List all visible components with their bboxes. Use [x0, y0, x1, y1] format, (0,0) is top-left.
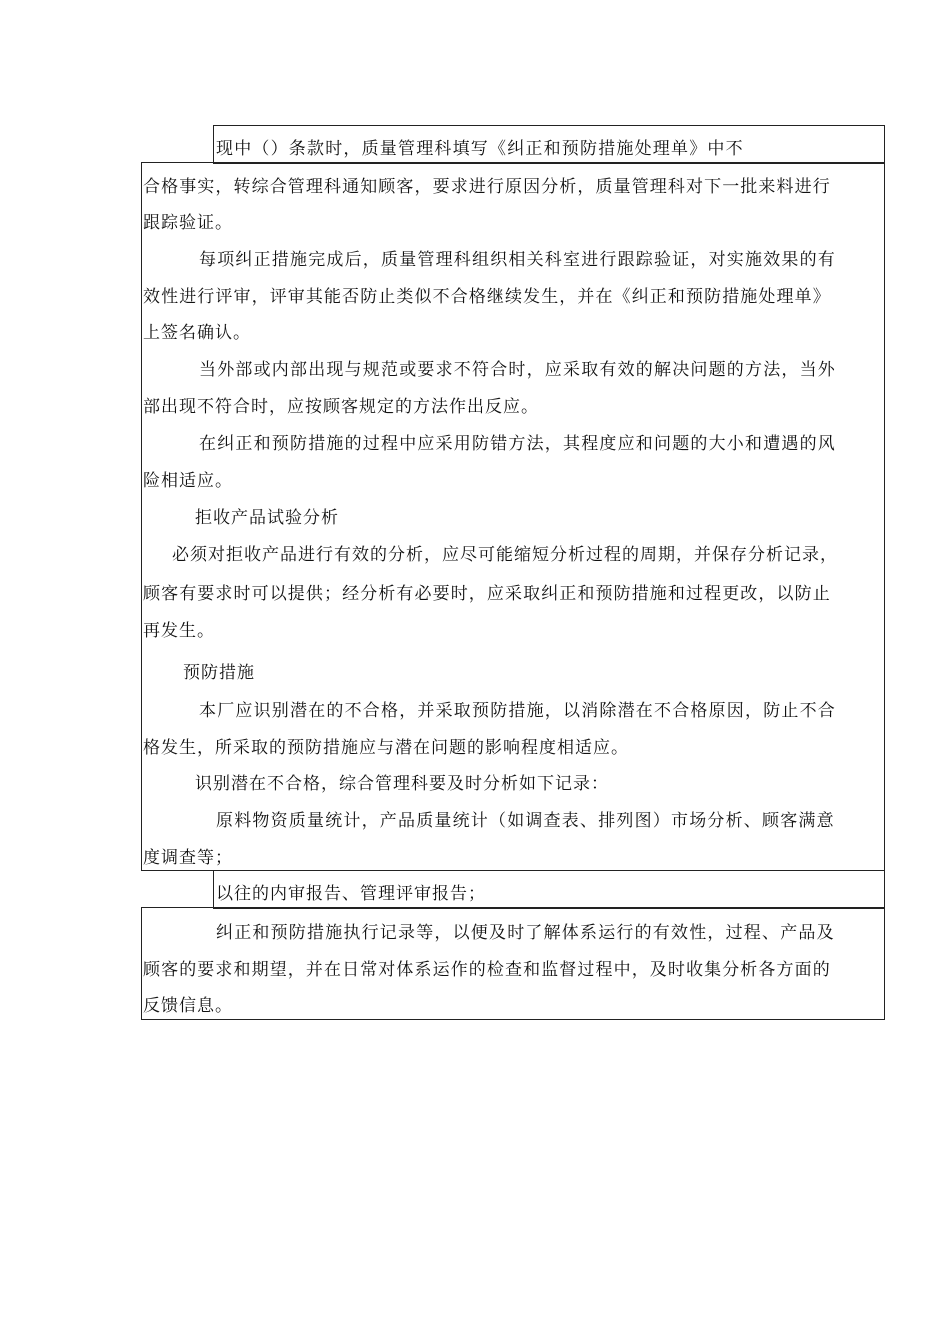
- text-line: 必须对拒收产品进行有效的分析，应尽可能缩短分析过程的周期，并保存分析记录，: [172, 545, 838, 565]
- text-line: 再发生。: [143, 621, 215, 641]
- text-line: 原料物资质量统计，产品质量统计（如调查表、排列图）市场分析、顾客满意: [216, 811, 835, 831]
- text-line: 以往的内审报告、管理评审报告；: [216, 884, 486, 904]
- text-line: 现中（）条款时，质量管理科填写《纠正和预防措施处理单》中不: [216, 139, 744, 159]
- text-line: 识别潜在不合格，综合管理科要及时分析如下记录：: [195, 774, 609, 794]
- section-heading: 拒收产品试验分析: [195, 508, 339, 528]
- text-line: 纠正和预防措施执行记录等，以便及时了解体系运行的有效性，过程、产品及: [216, 923, 835, 943]
- text-line: 当外部或内部出现与规范或要求不符合时，应采取有效的解决问题的方法，当外: [199, 360, 836, 380]
- text-line: 上签名确认。: [143, 323, 251, 343]
- text-line: 险相适应。: [143, 471, 233, 491]
- text-line: 顾客的要求和期望，并在日常对体系运作的检查和监督过程中，及时收集分析各方面的: [143, 960, 831, 980]
- text-line: 本厂应识别潜在的不合格，并采取预防措施，以消除潜在不合格原因，防止不合: [199, 701, 836, 721]
- section-heading: 预防措施: [183, 663, 255, 683]
- text-line: 跟踪验证。: [143, 213, 233, 233]
- text-line: 反馈信息。: [143, 996, 233, 1016]
- text-line: 效性进行评审，评审其能否防止类似不合格继续发生，并在《纠正和预防措施处理单》: [143, 287, 831, 307]
- text-line: 顾客有要求时可以提供；经分析有必要时，应采取纠正和预防措施和过程更改，以防止: [143, 584, 831, 604]
- text-line: 部出现不符合时，应按顾客规定的方法作出反应。: [143, 397, 539, 417]
- text-line: 每项纠正措施完成后，质量管理科组织相关科室进行跟踪验证，对实施效果的有: [199, 250, 836, 270]
- text-line: 在纠正和预防措施的过程中应采用防错方法，其程度应和问题的大小和遭遇的风: [199, 434, 836, 454]
- text-line: 合格事实，转综合管理科通知顾客，要求进行原因分析，质量管理科对下一批来料进行: [143, 177, 831, 197]
- text-line: 度调查等；: [143, 848, 233, 868]
- text-line: 格发生，所采取的预防措施应与潜在问题的影响程度相适应。: [143, 738, 629, 758]
